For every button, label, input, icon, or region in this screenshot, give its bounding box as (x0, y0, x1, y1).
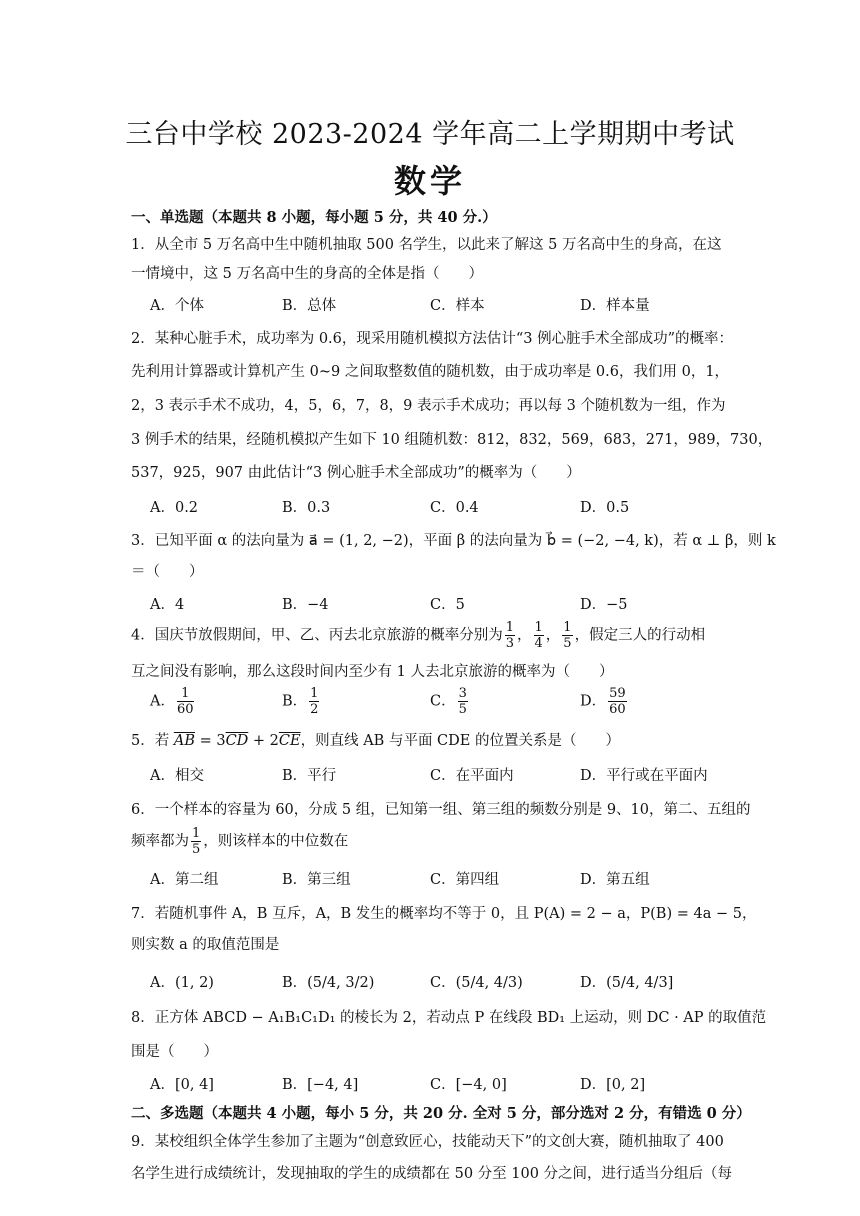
vector-ce: $\overline{CE}$ (278, 733, 301, 749)
q3-option-a: A．4 (150, 597, 185, 613)
q6-stem-line2: 频率都为 $\frac{1}{5}$ ，则该样本的中位数在 (131, 826, 349, 857)
q5-option-a: A．相交 (150, 768, 204, 784)
q7-stem-line1: 7．若随机事件 A，B 互斥，A，B 发生的概率均不等于 0，且 P(A) = 2 − a，P(B) = 4a − 5， (131, 906, 757, 922)
q2-stem-line4: 3 例手术的结果，经随机模拟产生如下 10 组随机数：812，832，569，683，271，989，730， (131, 432, 773, 448)
q2-option-d: D．0.5 (580, 500, 630, 516)
q4-stem-line1: 4．国庆节放假期间，甲、乙、丙去北京旅游的概率分别为 $\frac{1}{3}$ ， $\frac{1}{4}$ ， $\frac{1}{5}$ ，假定三人的行动相 (131, 620, 706, 651)
q8-stem-line2: 围是（ ） (131, 1044, 218, 1060)
q8-option-c: C．[−4, 0] (430, 1077, 507, 1093)
q5-option-c: C．在平面内 (430, 768, 514, 784)
q4-stem-part2: ，假定三人的行动相 (574, 627, 706, 644)
q2-option-b: B．0.3 (282, 500, 331, 516)
q1-option-c: C．样本 (430, 298, 485, 314)
q1-stem-line1: 1．从全市 5 万名高中生中随机抽取 500 名学生，以此来了解这 5 万名高中生的身高，在这 (131, 237, 722, 253)
q8-option-b: B．[−4, 4] (282, 1077, 359, 1093)
q7-option-a: A．(1, 2) (150, 975, 214, 991)
q4-option-a: A． $\frac{1}{60}$ (150, 686, 194, 717)
q7-option-c: C．(5/4, 4/3) (430, 975, 523, 991)
subject-title: 数学 (393, 162, 466, 200)
vector-ab: $\overline{AB}$ (173, 733, 195, 749)
q1-option-d: D．样本量 (580, 298, 650, 314)
q3-option-b: B．−4 (282, 597, 329, 613)
q6-fraction: $\frac{1}{5}$ (192, 826, 201, 857)
q6-option-b: B．第三组 (282, 872, 351, 888)
exam-title: 三台中学校 2023-2024 学年高二上学期期中考试 (125, 119, 735, 150)
q1-option-a: A．个体 (150, 298, 204, 314)
q4-option-d: D． $\frac{59}{60}$ (580, 686, 626, 717)
q6-option-a: A．第二组 (150, 872, 219, 888)
q2-stem-line5: 537，925，907 由此估计“3 例心脏手术全部成功”的概率为（ ） (131, 465, 581, 481)
q1-stem-line2: 一情境中，这 5 万名高中生的身高的全体是指（ ） (131, 266, 483, 282)
q3-option-d: D．−5 (580, 597, 628, 613)
q8-option-d: D．[0, 2] (580, 1077, 646, 1093)
q1-option-b: B．总体 (282, 298, 337, 314)
q8-stem-line1: 8．正方体 ABCD − A₁B₁C₁D₁ 的棱长为 2，若动点 P 在线段 BD₁ 上运动，则 DC · AP 的取值范 (131, 1010, 767, 1026)
q3-stem-line1: 3．已知平面 α 的法向量为 a⃗ = (1, 2, −2)，平面 β 的法向量为 b⃗ = (−2, −4, k)，若 α ⊥ β，则 k (131, 533, 776, 549)
q9-stem-line2: 名学生进行成绩统计，发现抽取的学生的成绩都在 50 分至 100 分之间，进行适当分组后（每 (131, 1166, 733, 1182)
q5-option-b: B．平行 (282, 768, 337, 784)
section-multi-choice-heading: 二、多选题（本题共 4 小题，每小 5 分，共 20 分. 全对 5 分，部分选对 2 分，有错选 0 分） (131, 1105, 751, 1122)
section-single-choice-heading: 一、单选题（本题共 8 小题，每小题 5 分，共 40 分.） (131, 209, 497, 226)
q7-stem-line2: 则实数 a 的取值范围是 (131, 937, 280, 953)
q2-option-c: C．0.4 (430, 500, 479, 516)
q4-option-b: B． $\frac{1}{2}$ (282, 686, 319, 717)
q8-option-a: A．[0, 4] (150, 1077, 214, 1093)
q6-option-d: D．第五组 (580, 872, 650, 888)
q4-fraction-3: $\frac{1}{5}$ (563, 620, 572, 651)
q9-stem-line1: 9．某校组织全体学生参加了主题为“创意致匠心，技能动天下”的文创大赛，随机抽取了 400 (131, 1134, 724, 1150)
q2-stem-line1: 2．某种心脏手术，成功率为 0.6，现采用随机模拟方法估计“3 例心脏手术全部成功”的概率： (131, 331, 734, 347)
q2-option-a: A．0.2 (150, 500, 199, 516)
q4-fraction-1: $\frac{1}{3}$ (505, 620, 515, 651)
q4-stem-line2: 互之间没有影响，那么这段时间内至少有 1 人去北京旅游的概率为（ ） (131, 664, 614, 680)
q3-option-c: C．5 (430, 597, 465, 613)
q3-stem-line2: ＝（ ） (131, 564, 204, 580)
q7-option-b: B．(5/4, 3/2) (282, 975, 375, 991)
q7-option-d: D．(5/4, 4/3] (580, 975, 674, 991)
vector-cd: $\overline{CD}$ (225, 733, 249, 749)
q5-option-d: D．平行或在平面内 (580, 768, 708, 784)
q2-stem-line3: 2，3 表示手术不成功，4，5，6，7，8，9 表示手术成功；再以每 3 个随机数为一组，作为 (131, 398, 726, 414)
q6-stem-line1: 6．一个样本的容量为 60，分成 5 组，已知第一组、第三组的频数分别是 9、10，第二、五组的 (131, 802, 751, 818)
q4-fraction-2: $\frac{1}{4}$ (534, 620, 543, 651)
q2-stem-line2: 先利用计算器或计算机产生 0~9 之间取整数值的随机数，由于成功率是 0.6，我们用 0，1， (131, 364, 730, 380)
q4-stem-part1: 4．国庆节放假期间，甲、乙、丙去北京旅游的概率分别为 (131, 627, 503, 644)
q6-option-c: C．第四组 (430, 872, 500, 888)
q4-option-c: C． $\frac{3}{5}$ (430, 686, 467, 717)
q5-stem-line1: 5．若 $\overline{AB} = 3\overline{CD} + 2\overline{CE}$，则直线 AB 与平面 CDE 的位置关系是（ ） (131, 733, 620, 749)
